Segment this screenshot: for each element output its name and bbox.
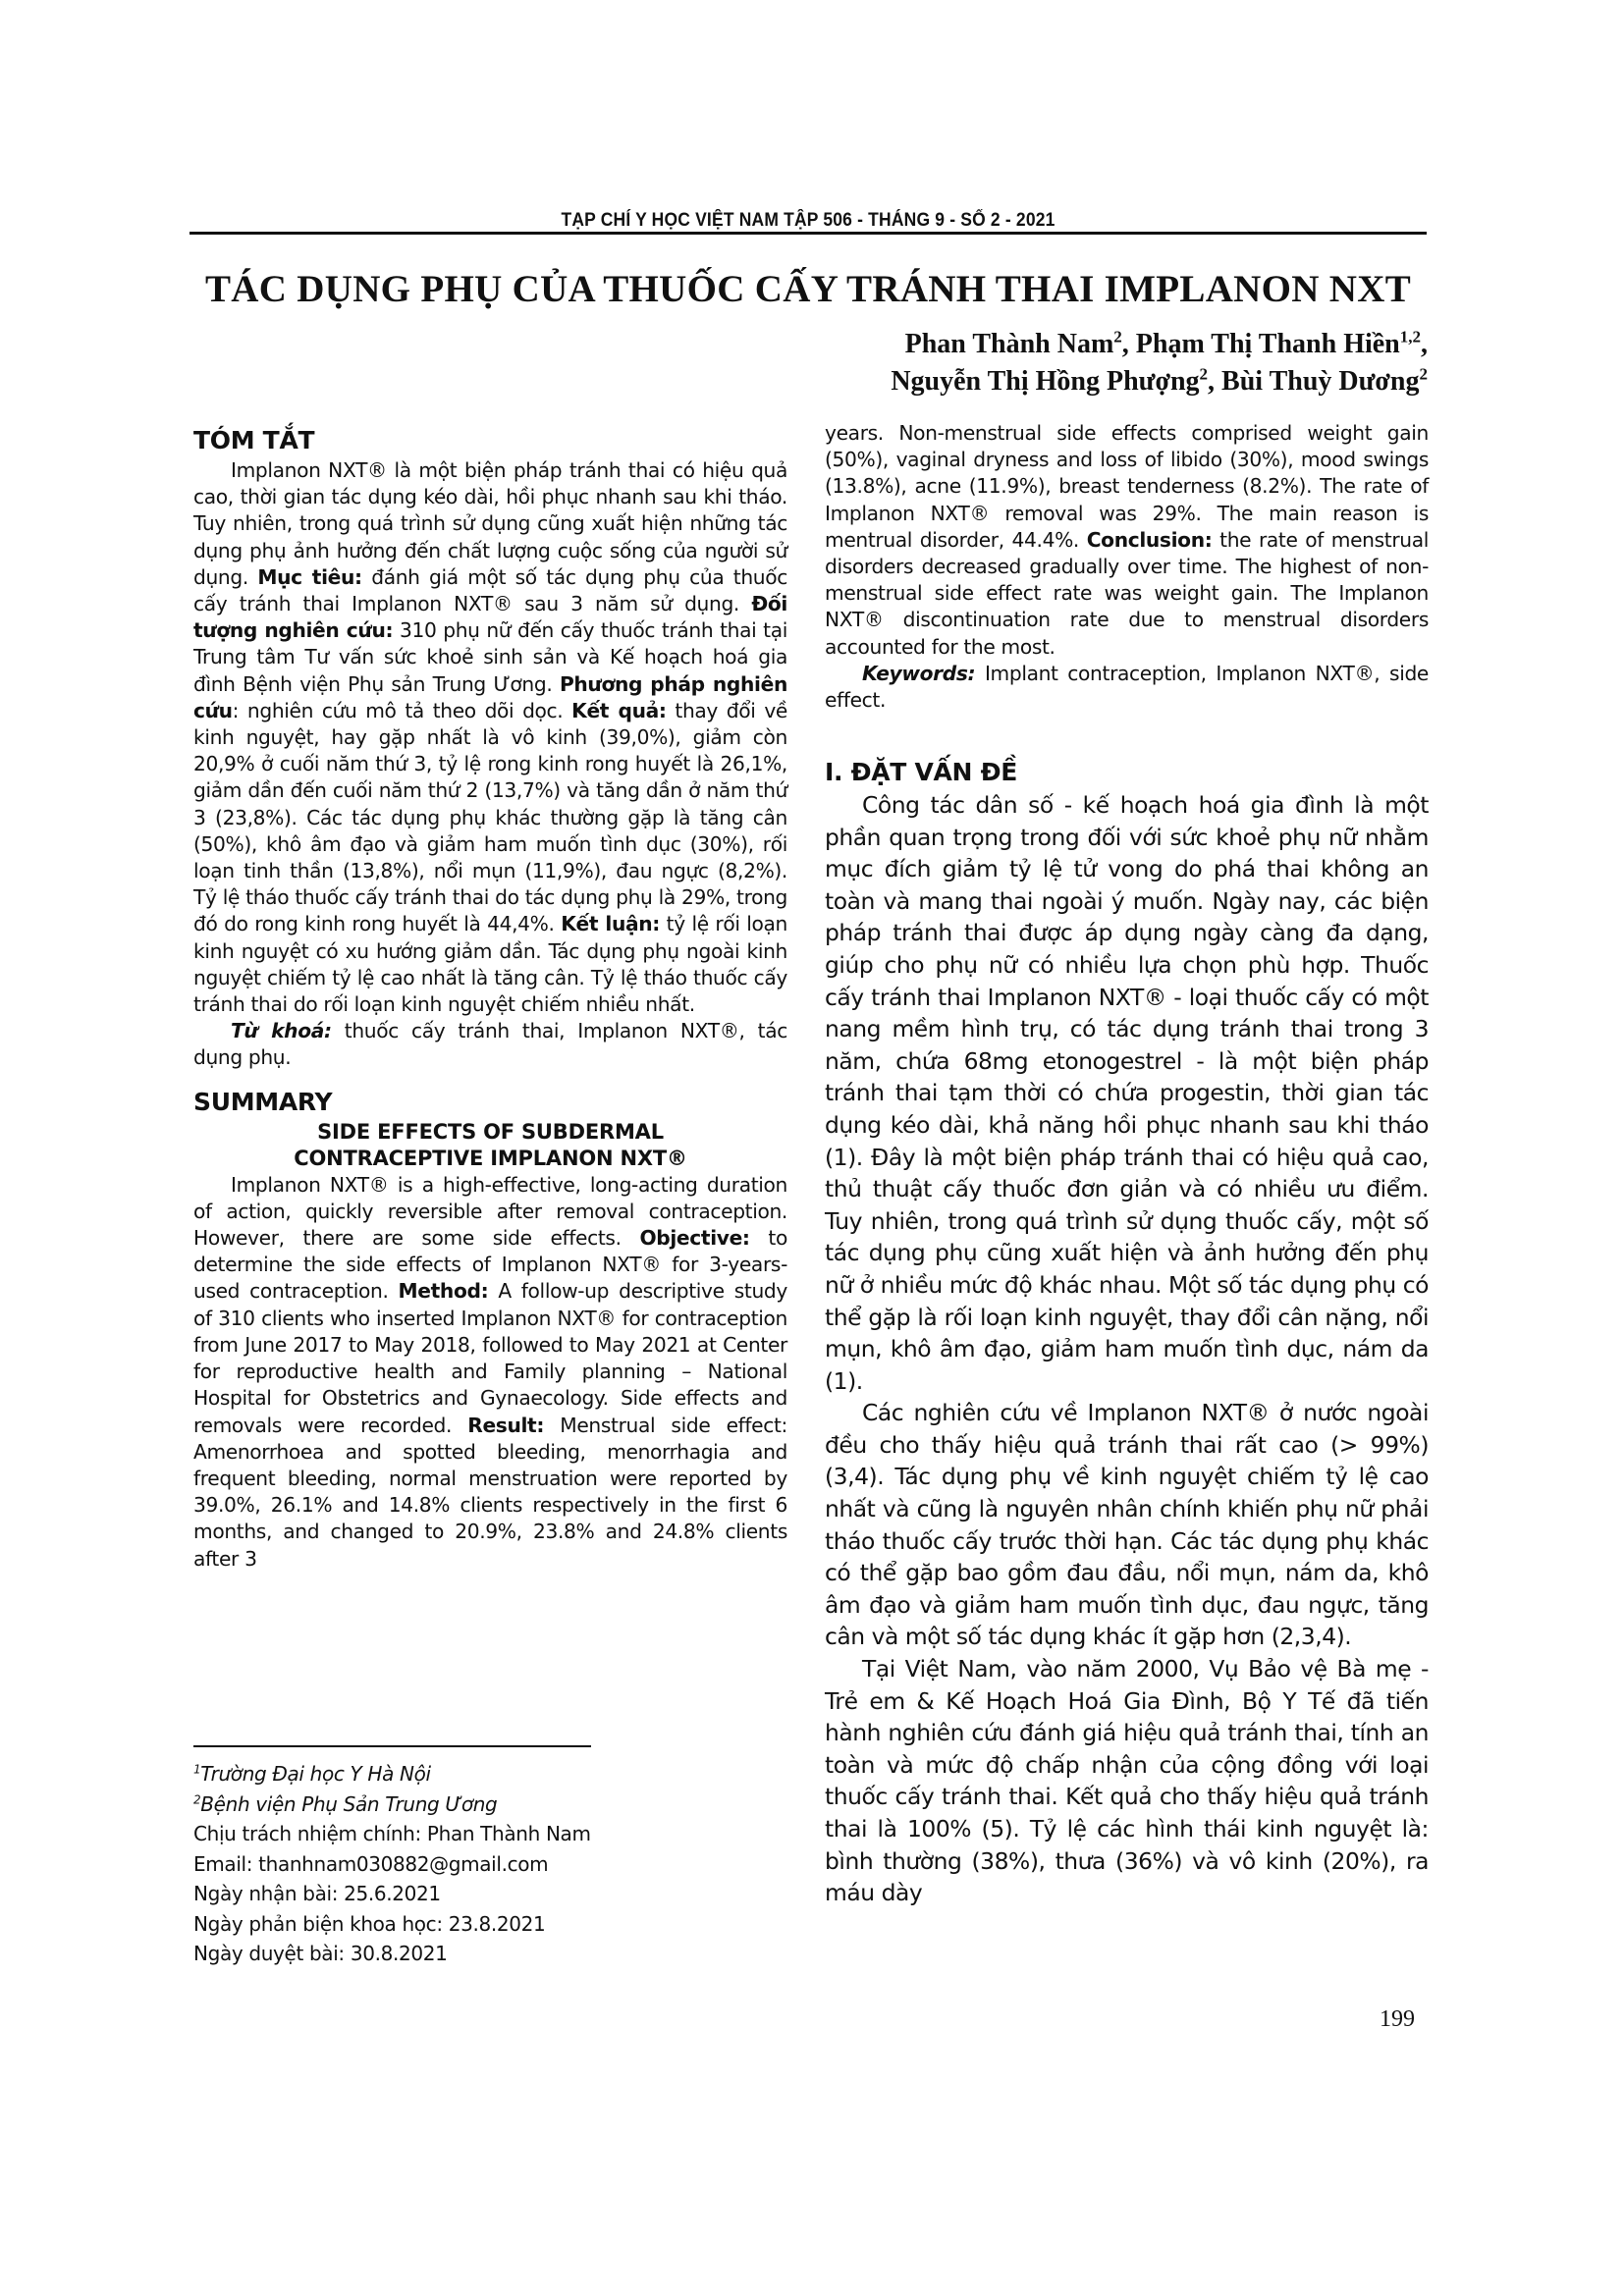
author-line-1 <box>891 326 1428 363</box>
vi-keywords-text: thuốc cấy tránh thai, Implanon NXT®, tác dụng phụ. <box>193 1019 787 1070</box>
header-rule <box>189 232 1427 235</box>
right-column-introduction <box>825 756 1429 1909</box>
footnotes <box>193 1759 787 1969</box>
date-reviewed: Ngày phản biện khoa học: 23.8.2021 <box>193 1911 546 1936</box>
en-keywords-label: Keywords: <box>862 661 976 685</box>
right-column-abstract <box>825 420 1429 714</box>
vi-conclusion-text: tỷ lệ rối loạn kinh nguyệt có xu hướng giảm dần. Tác dụng phụ ngoài kinh nguyệt chiếm tỷ lệ cao nhất là tăng cân. Tỷ lệ tháo thuốc cấy tránh thai do rối loạn kinh nguyệt chiếm nhiều nhất. <box>193 912 787 1017</box>
vi-objective-label: Mục tiêu: <box>257 564 362 589</box>
en-objective-text: to determine the side effects of Implanon NXT® for 3-years-used contraception. <box>193 1226 787 1304</box>
section-heading: I. ĐẶT VẤN ĐỀ <box>825 758 1018 786</box>
author-affiliation: 2 <box>1113 327 1122 347</box>
page-number: 199 <box>1380 2006 1415 2032</box>
en-keywords-text: Implant contraception, Implanon NXT®, side effect. <box>825 661 1429 713</box>
author-list <box>891 326 1428 400</box>
en-conclusion-label: Conclusion: <box>1086 527 1213 552</box>
en-conclusion-text: the rate of menstrual disorders decreased gradually over time. The highest of non-menstrual side effect rate was weight gain. The Implanon NXT® discontinuation rate due to menstrual disorders accounted for the most. <box>825 527 1429 659</box>
author-separator: , <box>1421 329 1428 359</box>
en-result-text: Menstrual side effect: Amenorrhoea and spotted bleeding, menorrhagia and frequent bleeding, normal menstruation were reported by 39.0%, 26.1% and 14.8% clients respectively in the first 6 months, and changed to 20.9%, 23.8% and 24.8% clients after 3 <box>193 1413 787 1571</box>
vi-method-text: : nghiên cứu mô tả theo dõi dọc. <box>232 698 572 722</box>
vi-keywords <box>193 1018 787 1071</box>
responsible-author: Chịu trách nhiệm chính: Phan Thành Nam <box>193 1822 591 1845</box>
vi-conclusion-label: Kết luận: <box>561 912 661 936</box>
body-paragraph: Các nghiên cứu về Implanon NXT® ở nước ngoài đều cho thấy hiệu quả tránh thai rất cao (> 99%) (3,4). Tác dụng phụ về kinh nguyệt chiếm tỷ lệ cao nhất và cũng là nguyên nhân chính khiến phụ nữ phải tháo thuốc cấy trước thời hạn. Các tác dụng phụ khác có thể gặp bao gồm đau đầu, nổi mụn, nám da, khô âm đạo và giảm ham muốn tình dục, đau ngực, tăng cân và một số tác dụng khác ít gặp hơn (2,3,4). <box>825 1399 1429 1651</box>
vi-abstract-body <box>193 457 787 1018</box>
author-affiliation: 2 <box>1419 364 1428 384</box>
author-affiliation: 1,2 <box>1399 327 1421 347</box>
en-objective-label: Objective: <box>639 1226 750 1251</box>
vi-abstract-heading: TÓM TẮT <box>193 426 315 454</box>
vi-results-text: thay đổi về kinh nguyệt, hay gặp nhất là vô kinh (39,0%), giảm còn 20,9% ở cuối năm thứ 3, tỷ lệ rong kinh rong huyết là 26,1%, giảm dần đến cuối năm thứ 2 (13,7%) và tăng dần ở năm thứ 3 (23,8%). Các tác dụng phụ khác thường gặp là tăng cân (50%), khô âm đạo và giảm ham muốn tình dục (30%), rối loạn tinh thần (13,8%), nổi mụn (11,9%), đau ngực (8,2%). Tỷ lệ tháo thuốc cấy tránh thai do tác dụng phụ là 29%, trong đó do rong kinh rong huyết là 44,4%. <box>193 698 787 936</box>
vi-keywords-label: Từ khoá: <box>231 1019 332 1043</box>
author-name: Nguyễn Thị Hồng Phượng <box>891 366 1200 397</box>
affiliation-mark: 1 <box>193 1762 201 1777</box>
author-line-2 <box>891 363 1428 400</box>
contact-email: Email: thanhnam030882@gmail.com <box>193 1851 549 1876</box>
vi-results-label: Kết quả: <box>571 698 667 722</box>
en-keywords <box>825 661 1429 714</box>
vi-method-label: Phương pháp nghiên cứu <box>193 671 787 722</box>
affiliation-1 <box>193 1759 787 1789</box>
en-title <box>193 1119 787 1172</box>
author-separator: , <box>1121 329 1136 359</box>
en-abstract-continued <box>825 420 1429 661</box>
author-separator: , <box>1208 366 1222 397</box>
en-title-line-2: CONTRACEPTIVE IMPLANON NXT® <box>294 1146 687 1170</box>
affiliation-mark: 2 <box>193 1791 201 1806</box>
vi-objective-text: đánh giá một số tác dụng phụ của thuốc cấy tránh thai Implanon NXT® sau 3 năm sử dụng. <box>193 564 788 616</box>
affiliation-text: Trường Đại học Y Hà Nội <box>200 1762 431 1786</box>
affiliation-2 <box>193 1789 787 1820</box>
en-title-line-1: SIDE EFFECTS OF SUBDERMAL <box>317 1119 664 1144</box>
article-title: TÁC DỤNG PHỤ CỦA THUỐC CẤY TRÁNH THAI IMPLANON NXT <box>204 268 1412 310</box>
vi-subjects-label: Đối tượng nghiên cứu: <box>193 592 787 643</box>
vi-abstract-intro: Implanon NXT® là một biện pháp tránh thai có hiệu quả cao, thời gian tác dụng kéo dài, hồi phục nhanh sau khi tháo. Tuy nhiên, trong quá trình sử dụng cũng xuất hiện những tác dụng phụ ảnh hưởng đến chất lượng cuộc sống của người sử dụng. <box>193 458 787 589</box>
journal-header: TẠP CHÍ Y HỌC VIỆT NAM TẬP 506 - THÁNG 9 - SỐ 2 - 2021 <box>561 210 1056 231</box>
date-received: Ngày nhận bài: 25.6.2021 <box>193 1882 441 1905</box>
date-accepted: Ngày duyệt bài: 30.8.2021 <box>193 1942 448 1965</box>
author-name: Bùi Thuỳ Dương <box>1221 366 1420 397</box>
vi-subjects-text: 310 phụ nữ đến cấy thuốc tránh thai tại Trung tâm Tư vấn sức khoẻ sinh sản và Kế hoạch hoá gia đình Bệnh viện Phụ sản Trung Ương. <box>193 618 787 696</box>
left-column <box>193 424 787 1573</box>
en-abstract-heading: SUMMARY <box>193 1087 333 1116</box>
en-method-text: A follow-up descriptive study of 310 clients who inserted Implanon NXT® for contraception from June 2017 to May 2018, followed to May 2021 at Center for reproductive health and Family planning – National Hospital for Obstetrics and Gynaecology. Side effects and removals were recorded. <box>193 1279 787 1437</box>
en-method-label: Method: <box>398 1279 489 1304</box>
affiliation-text: Bệnh viện Phụ Sản Trung Ương <box>200 1791 498 1816</box>
en-abstract-body <box>193 1172 787 1573</box>
en-result-label: Result: <box>467 1413 545 1437</box>
author-name: Phan Thành Nam <box>904 329 1114 359</box>
body-paragraph: Công tác dân số - kế hoạch hoá gia đình là một phần quan trọng trong đối với sức khoẻ phụ nữ nhằm mục đích giảm tỷ lệ tử vong do phá thai không an toàn và mang thai ngoài ý muốn. Ngày nay, các biện pháp tránh thai được áp dụng ngày càng đa dạng, giúp cho phụ nữ có nhiều lựa chọn phù hợp. Thuốc cấy tránh thai Implanon NXT® - loại thuốc cấy có một nang mềm hình trụ, có tác dụng tránh thai trong 3 năm, chứa 68mg etonogestrel - là một biện pháp tránh thai tạm thời có chứa progestin, thời gian tác dụng kéo dài, khả năng hồi phục nhanh sau khi tháo (1). Đây là một biện pháp tránh thai có hiệu quả cao, thủ thuật cấy thuốc đơn giản và có nhiều ưu điểm. Tuy nhiên, trong quá trình sử dụng thuốc cấy, một số tác dụng phụ cũng xuất hiện và ảnh hưởng đến phụ nữ ở nhiều mức độ khác nhau. Một số tác dụng phụ có thể gặp là rối loạn kinh nguyệt, thay đổi cân nặng, nổi mụn, khô âm đạo, giảm ham muốn tình dục, nám da (1). <box>825 791 1429 1395</box>
en-abstract-intro: Implanon NXT® is a high-effective, long-acting duration of action, quickly reversible after removal contraception. However, there are some side effects. <box>193 1172 787 1251</box>
footnote-rule <box>193 1745 591 1747</box>
author-name: Phạm Thị Thanh Hiền <box>1135 329 1400 359</box>
body-paragraph: Tại Việt Nam, vào năm 2000, Vụ Bảo vệ Bà mẹ - Trẻ em & Kế Hoạch Hoá Gia Đình, Bộ Y Tế đã tiến hành nghiên cứu đánh giá hiệu quả tránh thai, tính an toàn và mức độ chấp nhận của cộng đồng với loại thuốc cấy tránh thai. Kết quả cho thấy hiệu quả tránh thai là 100% (5). Tỷ lệ các hình thái kinh nguyệt là: bình thường (38%), thưa (36%) và vô kinh (20%), ra máu dày <box>825 1655 1429 1907</box>
en-result-text-continued: years. Non-menstrual side effects comprised weight gain (50%), vaginal dryness and loss of libido (30%), mood swings (13.8%), acne (11.9%), breast tenderness (8.2%). The rate of Implanon NXT® removal was 29%. The main reason is mentrual disorder, 44.4%. <box>825 421 1429 552</box>
author-affiliation: 2 <box>1199 364 1209 384</box>
